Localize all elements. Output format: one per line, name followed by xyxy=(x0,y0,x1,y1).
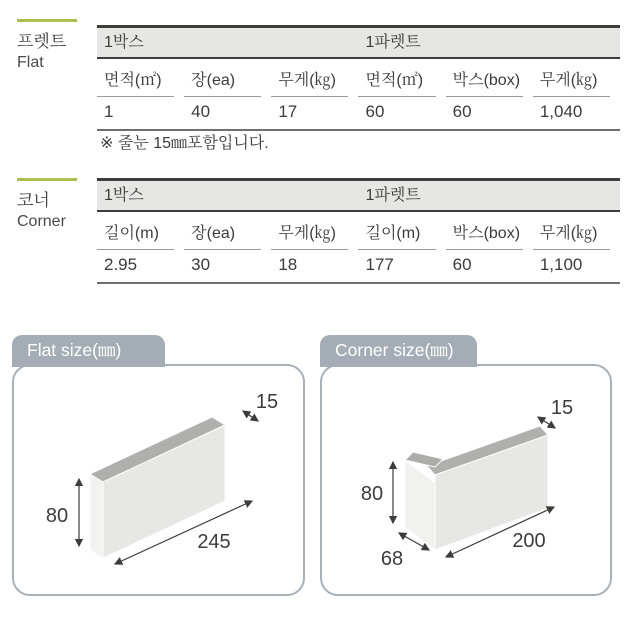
column-header: 무게(㎏) xyxy=(533,59,610,97)
table-cell: 17 xyxy=(278,102,298,121)
column-header: 길이(m) xyxy=(358,212,435,250)
thickness-dim: 15 xyxy=(255,391,279,413)
corner-brick-drawing xyxy=(322,366,610,594)
flat-label-english: Flat xyxy=(17,54,44,71)
table-cell: 1 xyxy=(104,102,114,121)
corner-size-panel xyxy=(320,364,612,596)
group-header-box: 1박스 xyxy=(104,187,144,204)
flat-brick-drawing xyxy=(14,366,303,594)
table-cell: 60 xyxy=(452,102,472,121)
depth-dim: 68 xyxy=(380,548,404,570)
table-cell: 2.95 xyxy=(104,255,138,274)
column-header: 장(ea) xyxy=(184,212,261,250)
table-cell: 60 xyxy=(452,255,472,274)
table-cell: 60 xyxy=(365,102,385,121)
column-header: 길이(m) xyxy=(97,212,174,250)
flat-section-label xyxy=(17,19,95,73)
corner-size-tab: Corner size(㎜) xyxy=(320,335,477,367)
column-header: 무게(㎏) xyxy=(271,212,348,250)
flat-table-group-header-row xyxy=(97,25,620,59)
corner-label-korean: 코너 xyxy=(17,191,50,210)
flat-size-panel xyxy=(12,364,305,596)
flat-spec-table xyxy=(97,25,620,131)
table-cell: 18 xyxy=(278,255,298,274)
corner-section-label xyxy=(17,178,95,232)
column-header: 무게(㎏) xyxy=(271,59,348,97)
group-header-pallet: 1파렛트 xyxy=(365,34,421,51)
group-header-pallet: 1파렛트 xyxy=(365,187,421,204)
group-header-box: 1박스 xyxy=(104,34,144,51)
length-dim: 245 xyxy=(197,531,231,553)
column-header: 박스(box) xyxy=(446,212,523,250)
brick-return-face xyxy=(405,460,435,550)
flat-label-korean: 프렛트 xyxy=(17,32,67,51)
brick-end-face xyxy=(90,474,103,558)
height-dim: 80 xyxy=(360,483,384,505)
table-cell: 30 xyxy=(191,255,211,274)
column-header: 장(ea) xyxy=(184,59,261,97)
flat-table-column-header-row xyxy=(97,59,620,97)
column-header: 무게(㎏) xyxy=(533,212,610,250)
table-cell: 1,040 xyxy=(539,102,583,121)
column-header: 면적(㎡) xyxy=(97,59,174,97)
thickness-dim: 15 xyxy=(550,397,574,419)
corner-table-column-header-row xyxy=(97,212,620,250)
corner-table-value-row xyxy=(97,250,620,284)
corner-accent-line xyxy=(17,178,77,181)
table-cell: 177 xyxy=(365,255,394,274)
flat-table-value-row xyxy=(97,97,620,131)
table-cell: 1,100 xyxy=(539,255,583,274)
column-header: 박스(box) xyxy=(446,59,523,97)
flat-size-tab: Flat size(㎜) xyxy=(12,335,165,367)
corner-spec-table xyxy=(97,178,620,284)
flat-accent-line xyxy=(17,19,77,22)
corner-table-group-header-row xyxy=(97,178,620,212)
corner-label-english: Corner xyxy=(17,213,66,230)
table-cell: 40 xyxy=(191,102,211,121)
joint-note: ※ 줄눈 15㎜포함입니다. xyxy=(100,135,269,152)
length-dim: 200 xyxy=(512,530,546,552)
column-header: 면적(㎡) xyxy=(358,59,435,97)
height-dim: 80 xyxy=(45,505,69,527)
